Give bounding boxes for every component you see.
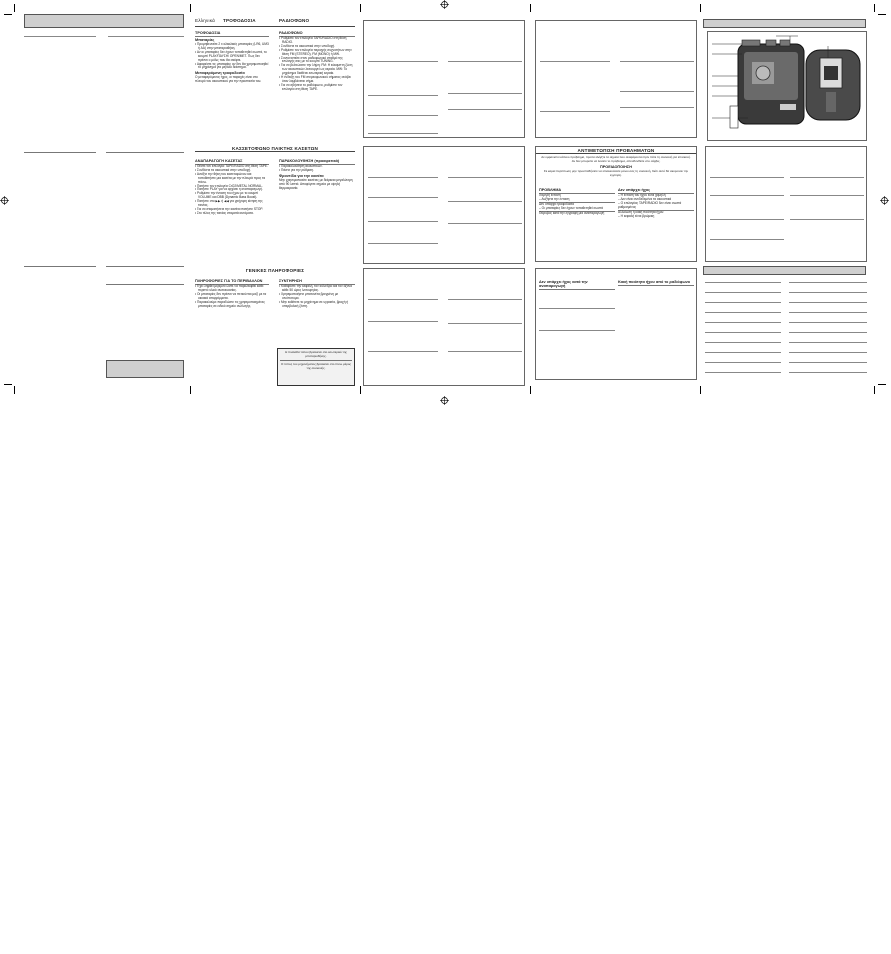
cassette-play-heading: ΑΝΑΠΑΡΑΓΩΓΗ ΚΑΣΕΤΑΣ: [195, 159, 243, 163]
general-left-1: • Έχει ληφθεί μέριμνα ώστε να παραλειφθεί κάθε περιττό υλικό συσκευασίας.: [195, 284, 264, 292]
cassette-cont-heading: ΠΑΡΑΚΟΛΟΥΘΗΣΗ (προαιρετικά): [279, 159, 340, 163]
batteries-text-3: • Αφαιρέστε τις μπαταρίες αν δεν θα χρησιμοποιηθεί το μηχάνημα για μεγάλο διάστημα.: [195, 61, 269, 70]
trouble-left-4: – Οι μπαταρίες δεν έχουν τοποθετηθεί σωστά: [539, 205, 604, 210]
crop-mark: [878, 384, 886, 385]
cassette-play-4: • Πατήστε τον επιλογέα CrO2/METAL NORMAL.: [195, 183, 263, 188]
cassette-title-rule: [195, 151, 355, 152]
general-right-heading: ΣΥΝΤΗΡΗΣΗ: [279, 279, 302, 283]
batteries-heading: Μπαταρίες: [195, 38, 215, 42]
cassette-player-illustration: [708, 32, 867, 141]
trouble-sub-text: Σε καμία περίπτωση μην προσπαθήσετε να επισκευάσετε μόνοι σας τη συσκευή, διότι αυτό θα ακυρώσει την εγγύηση.: [544, 169, 688, 177]
crop-mark: [4, 14, 12, 15]
panel-col5-mid: [705, 146, 867, 262]
registration-mark-left: [0, 196, 9, 205]
rule-col1-mid1: [24, 152, 96, 153]
cassette-cont-2: • Πιέστε για την ρύθμιση.: [279, 167, 315, 172]
crop-mark: [14, 4, 15, 12]
trouble-title-rule: [536, 153, 696, 154]
crop-mark: [878, 14, 886, 15]
power-subtitle: ΤΡΟΦΟΔΟΣΙΑ: [195, 31, 221, 35]
trouble-right-3: – Ο επιλογέας TAPE/RADIO δεν είναι σωστά ρυθμισμένος: [618, 200, 682, 209]
illustration-panel: [707, 31, 867, 141]
radio-text-1: • Ρυθμίστε τον επιλογέα TAPE/RADIO στη θέση RADIO.: [279, 36, 347, 44]
note-box-col1: [106, 360, 184, 378]
bottom-left-heading: Δεν υπάρχει ήχος κατά την αναπαραγωγή: [539, 280, 588, 288]
rule-col1-mid2: [24, 266, 96, 267]
panel-col3-top: [363, 20, 525, 138]
radio-text-2: • Συνδέστε τα ακουστικά στην υποδοχή.: [279, 43, 336, 48]
cassette-play-9: • Στο τέλος της ταινίας σταματά αυτόματα.: [195, 210, 254, 215]
radio-text-3: • Ρυθμίστε τον επιλογέα περιοχής συχνοτήτων στην θέση FM (STEREO), FM (MONO) ή MW.: [279, 47, 352, 56]
player-back: [806, 50, 860, 120]
radio-subtitle: ΡΑΔΙΟΦΩΝΟ: [279, 31, 303, 35]
crop-mark: [530, 386, 531, 394]
trouble-intro: Αν εμφανιστεί κάποιο πρόβλημα, πρώτα ελέγξτε τα σημεία που αναφέρονται πριν πάτε τη συσκευή για επισκευή. Αν δεν μπορείτε να λύσετε το πρόβλημα, απευθυνθείτε στο σέρβις.: [541, 155, 691, 163]
crop-mark: [190, 386, 191, 394]
rule-col1-mid3: [106, 284, 184, 285]
cassette-play-1: • Θέστε τον επιλογέα TAPE/RADIO στη θέση TAPE.: [195, 164, 268, 168]
radio-text-7: • Για να σβήσετε το ραδιόφωνο, ρυθμίστε τον επιλογέα στη θέση TAPE.: [279, 82, 343, 91]
cassette-title: ΚΑΣΣΕΤΟΦΩΝΟ ΠΑΙΚΤΗΣ ΚΑΣΕΤΩΝ: [231, 146, 319, 151]
cassette-play-8: • Για να σταματήσετε την κασέτα πατήστε STOP.: [195, 206, 263, 211]
headphones-text: Ο μεταφερόμενος ήχος, οι παροχές είναι στο πλευρό του ακουστικού για την προστασία του.: [195, 75, 262, 84]
column-2: [195, 18, 355, 388]
registration-mark-right: [880, 196, 889, 205]
bottom-right-heading: Κακή ποιότητα ήχου από το ραδιόφωνο: [618, 280, 691, 284]
general-right-1: • Καθαρίστε την κεφαλή, τον κύλινδρο και τον άξονα κάθε 50 ώρες λειτουργίας.: [279, 284, 352, 292]
trouble-left-2: – Αυξήστε την ένταση: [539, 196, 570, 201]
title-rule: [195, 26, 355, 27]
crop-mark: [874, 4, 875, 12]
batteries-text-2: • Αν οι μπαταρίες δεν έχουν τοποθετηθεί σωστά, το κουμπί PLAY/ΠΑΥΣΗ/ ΟΡΕΝ/ΜΕΤ. Πως δεν πρέπει ο μόλις που θα σκέφτε.: [195, 49, 267, 62]
trouble-left-5: Θόρυβος κατά την εγγραφή μια αναπαραγωγή: [539, 210, 605, 215]
general-right-2: • Χρησιμοποιήστε μπατονέτα βρεγμένη με οινόπνευμα.: [279, 291, 339, 300]
headphones-heading: Μεταφερόμενη τροφοδοσία: [195, 71, 245, 76]
cassette-play-6: • Ρυθμίστε την ένταση του ήχου με το κουμπί VOLUME και DBB (Dynamic Bass Boost).: [195, 191, 259, 200]
troubleshooting-panel: [535, 146, 697, 262]
trouble-right-2: – Δεν είναι συνδεδεμένα τα ακουστικά: [618, 196, 672, 201]
general-title: ΓΕΝΙΚΕΣ ΠΛΗΡΟΦΟΡΙΕΣ: [245, 268, 305, 273]
rule-col1-mid1b: [106, 152, 184, 153]
cassette-play-2: • Συνδέστε τα ακουστικά στην υποδοχή.: [195, 167, 252, 172]
radio-title: ΡΑΔΙΟΦΩΝΟ: [279, 18, 310, 23]
cassette-care-text: Μην χρησιμοποιείτε κασέτες με διάρκεια μεγαλύτερη από 90 λεπτά. Αποφύγετε σημεία με υψηλή θερμοκρασία.: [279, 177, 353, 190]
crop-mark: [190, 4, 191, 12]
table-rows-col5: [705, 282, 867, 378]
col-solution-header: Δεν υπάρχει ήχος: [618, 188, 651, 192]
header-bar-col5: [703, 19, 866, 28]
player-body: [738, 40, 804, 124]
crop-mark: [700, 386, 701, 394]
cassette-cont-1: • Παρακολούθηση ακουστικών.: [279, 164, 323, 168]
general-left-heading: ΠΛΗΡΟΦΟΡΙΕΣ ΓΙΑ ΤΟ ΠΕΡΙΒΑΛΛΟΝ: [195, 279, 263, 283]
bottom-right-rule: [618, 285, 694, 286]
crop-mark: [360, 4, 361, 12]
note-box-divider: [280, 360, 352, 361]
trouble-left-1: Χαμηλή ένταση: [539, 193, 561, 197]
cassette-play-5: • Πατήστε PLAY για να αρχίσει η αναπαραγωγή.: [195, 187, 263, 192]
power-sub-rule: [195, 36, 269, 37]
crop-mark: [700, 4, 701, 12]
side-strip: [730, 106, 738, 128]
crop-mark: [360, 386, 361, 394]
radio-text-5: • Για να βελτιώσετε την λήψη: FM: Η εύκαμπτη ζώνη των ακουστικών λειτουργεί ως κεραία. MW: Το μηχάνημα διαθέτει εσωτερική κεραία.: [279, 63, 353, 76]
crop-mark: [4, 384, 12, 385]
panel-col3-mid: [363, 146, 525, 264]
general-left-3: • Παρακαλούμε παραδώστε τις χρησιμοποιημένες μπαταρίες σε ειδικό σημείο συλλογής.: [195, 299, 265, 308]
cassette-care-heading: Φροντίδα για την κασέτα: [279, 173, 324, 178]
panel-col4-top: [535, 20, 697, 138]
text-lines-col1-top: [24, 36, 184, 136]
general-right-3: • Μην εκθέτετε το μηχάνημα σε υγρασία, βροχή ή υπερβολική ζέστη.: [279, 299, 349, 308]
trouble-right-1: – Η ένταση του ήχου είναι χαμηλή: [618, 193, 666, 197]
trouble-right-5: – Η κεφαλή είναι βρώμικη: [618, 213, 655, 218]
cassette-play-7: • Πατήστε στο ▶▶ ή ◀◀ για γρήγορη κίνηση της ταινίας.: [195, 199, 263, 208]
general-left-2: • Οι μπαταρίες δεν πρέπει να πετιούνται μαζί με τα οικιακά απορρίμματα.: [195, 291, 267, 300]
header-bar-col5-bottom: [703, 266, 866, 275]
crop-mark: [874, 386, 875, 394]
cassette-play-3: • Ανοίξτε την θήκη του κασετοφώνου και τοποθετήστε μια κασέτα με την πλευρά προς τα πάνω.: [195, 171, 266, 184]
crop-mark: [530, 4, 531, 12]
print-sheet: [0, 0, 891, 400]
note-box: [277, 348, 355, 386]
registration-mark-top: [440, 0, 449, 9]
note-box-text-2: Ο τύπος του μηχανήματος βρίσκεται στο πίσω μέρος της συσκευής.: [281, 362, 351, 370]
trouble-title: ΑΝΤΙΜΕΤΩΠΙΣΗ ΠΡΟΒΛΗΜΑΤΩΝ: [577, 148, 655, 153]
language-label: Ελληνικά: [195, 18, 216, 23]
crop-mark: [14, 386, 15, 394]
registration-mark-bottom: [440, 396, 449, 405]
trouble-left-3: Δεν υπάρχει τροφοδοσία: [539, 201, 575, 206]
batteries-text-1: • Προμηθευτείτε 2 x αλκαλικές μπαταρίες (LR6, UM3 ή AA) στην μπαταριοθήκη.: [195, 42, 269, 50]
power-title: ΤΡΟΦΟΔΟΣΙΑ: [223, 18, 256, 23]
radio-text-6: • Η ένδειξη του FM στερεοφωνικού σήματος ανάβει όταν λαμβάνεται σήμα.: [279, 75, 351, 83]
trouble-right-4: Αλλοίωση ή κακή ποιότητα ήχου: [618, 209, 664, 214]
note-box-text-1: Η πινακίδα τύπου βρίσκεται στο εσωτερικό της μπαταριοθήκης.: [285, 350, 347, 358]
rule-col1-mid2b: [106, 266, 184, 267]
panel-col4-bottom: [535, 268, 697, 380]
radio-text-4: • Συντονιστείτε στον ραδιοφωνικό σταθμό της επιλογής σας με το κουμπί TUNING.: [279, 55, 343, 64]
header-bar-col1: [24, 14, 184, 28]
col-problem-header: ΠΡΟΒΛΗΜΑ: [539, 188, 562, 192]
trouble-sub: ΠΡΟΕΙΔΟΠΟΙΗΣΗ: [600, 165, 632, 170]
panel-col3-bottom: [363, 268, 525, 386]
